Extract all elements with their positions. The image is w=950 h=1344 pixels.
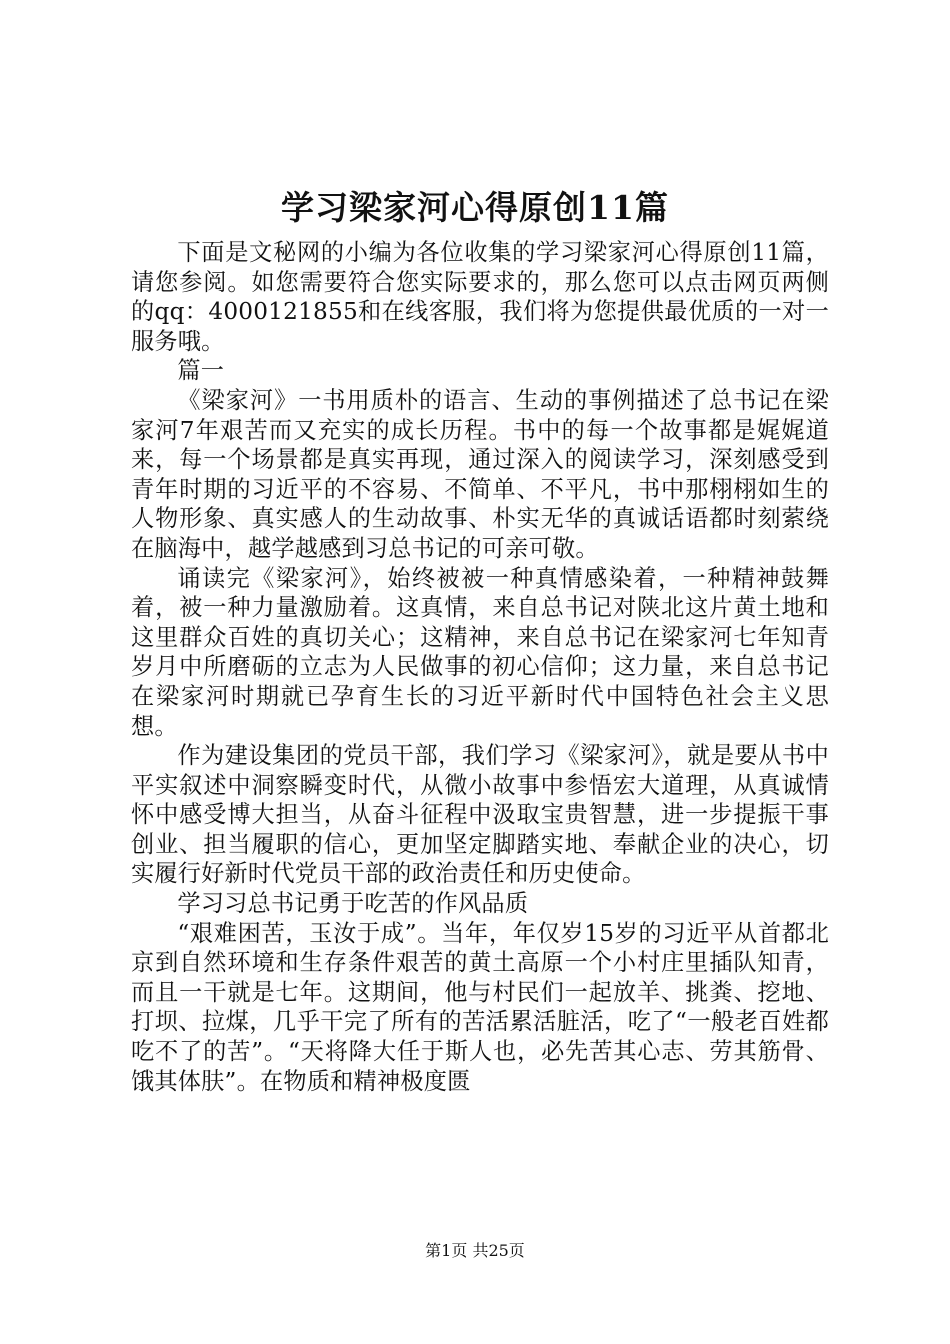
document-body	[131, 238, 829, 1096]
paragraph: 诵读完《梁家河》，始终被被一种真情感染着，一种精神鼓舞着，被一种力量激励着。这真情，来自总书记对陕北这片黄土地和这里群众百姓的真切关心；这精神，来自总书记在梁家河七年知青岁月中所磨砺的立志为人民做事的初心信仰；这力量，来自总书记在梁家河时期就已孕育生长的习近平新时代中国特色社会主义思想。	[131, 564, 829, 740]
paragraph-section-heading: 篇一	[177, 357, 225, 385]
document-title: 学习梁家河心得原创11篇	[281, 188, 669, 227]
page-number-footer: 第1页 共25页	[425, 1241, 525, 1260]
paragraph: “艰难困苦，玉汝于成”。当年，年仅岁15岁的习近平从首都北京到自然环境和生存条件艰苦的黄土高原一个小村庄里插队知青，而且一干就是七年。这期间，他与村民们一起放羊、挑粪、挖地、打坝、拉煤，几乎干完了所有的苦活累活脏活，吃了“一般老百姓都吃不了的苦”。“天将降大任于斯人也，必先苦其心志、劳其筋骨、饿其体肤”。在物质和精神极度匮	[131, 919, 829, 1095]
paragraph-subheading: 学习习总书记勇于吃苦的作风品质	[177, 890, 529, 918]
paragraph: 《梁家河》一书用质朴的语言、生动的事例描述了总书记在梁家河7年艰苦而又充实的成长历程。书中的每一个故事都是娓娓道来，每一个场景都是真实再现，通过深入的阅读学习，深刻感受到青年时期的习近平的不容易、不简单、不平凡，书中那栩栩如生的人物形象、真实感人的生动故事、朴实无华的真诚话语都时刻萦绕在脑海中，越学越感到习总书记的可亲可敬。	[131, 386, 829, 562]
paragraph-intro: 下面是文秘网的小编为各位收集的学习梁家河心得原创11篇，请您参阅。如您需要符合您实际要求的，那么您可以点击网页两侧的qq：4000121855和在线客服，我们将为您提供最优质的一对一服务哦。	[131, 239, 829, 355]
paragraph: 作为建设集团的党员干部，我们学习《梁家河》，就是要从书中平实叙述中洞察瞬变时代，从微小故事中参悟宏大道理，从真诚情怀中感受博大担当，从奋斗征程中汲取宝贵智慧，进一步提振干事创业、担当履职的信心，更加坚定脚踏实地、奉献企业的决心，切实履行好新时代党员干部的政治责任和历史使命。	[131, 742, 829, 888]
